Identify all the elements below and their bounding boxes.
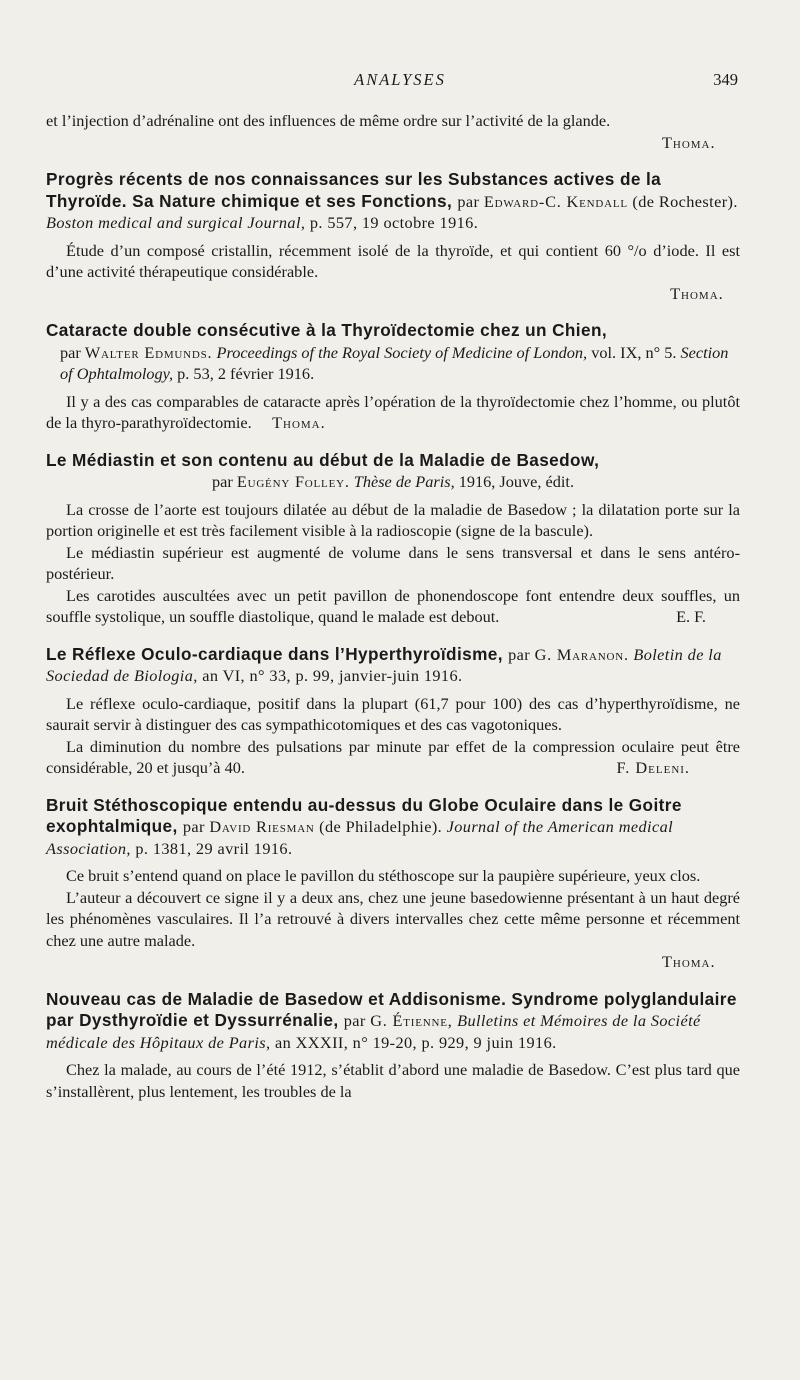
- entry-author: Edward-C. Kendall: [483, 191, 628, 211]
- entry-author: Eugény Folley.: [236, 472, 350, 491]
- entry-paragraph: Le médiastin supérieur est augmenté de volume dans le sens transversal et dans le sens antéro-postérieur.: [46, 542, 740, 583]
- running-title: ANALYSES: [354, 70, 446, 89]
- review-entry: [46, 320, 740, 434]
- entry-by: par: [211, 472, 233, 491]
- entry-affiliation: (de Philadelphie).: [319, 817, 443, 836]
- entry-author: G. Étienne,: [370, 1011, 453, 1030]
- entry-by: par: [508, 644, 531, 664]
- entry-details: 1916, Jouve, édit.: [458, 472, 575, 491]
- entry-paragraph: Ce bruit s’entend quand on place le pavillon du stéthoscope sur la paupière supérieure, yeux clos.: [66, 866, 701, 885]
- entry-by: par: [60, 342, 81, 362]
- intro-text: et l’injection d’adrénaline ont des influences de même ordre sur l’activité de la glande.: [46, 111, 611, 130]
- page-header: [0, 70, 800, 94]
- intro-signature: Thoma.: [661, 132, 716, 152]
- entry-journal: Boletin de la Sociedad de Biologia,: [46, 644, 722, 685]
- entry-title: Nouveau cas de Maladie de Basedow et Addisonisme. Syndrome polyglandulaire par Dysthyroïdie et Dyssurrénalie, par G. Étienne, Bulletins et Mémoires de la Société médicale des Hôpitaux de Paris, an XXXII, n° 19-20, p. 929, 9 juin 1916.: [46, 988, 737, 1052]
- entry-author: Walter Edmunds.: [84, 342, 213, 362]
- entry-paragraph: Les carotides auscultées avec un petit pavillon de phonendoscope font entendre deux souffles, un souffle systolique, un souffle diastolique, quand le malade est debout.: [46, 585, 740, 626]
- entry-paragraph: L’auteur a découvert ce signe il y a deux ans, chez une jeune basedowienne présentant à un haut degré les phénomènes vasculaires. Il l’a retrouvé à divers intervalles chez cette même personne et récemment chez une autre malade.: [46, 887, 740, 950]
- entry-by: par: [182, 817, 205, 836]
- entry-details: an XXXII, n° 19-20, p. 929, 9 juin 1916.: [274, 1032, 557, 1052]
- entry-journal: Thèse de Paris,: [353, 472, 455, 491]
- entry-paragraph: Chez la malade, au cours de l’été 1912, s’établit d’abord une maladie de Basedow. C’est plus tard que s’installèrent, plus lentement, les troubles de la: [46, 1060, 740, 1101]
- entry-title: Cataracte double consécutive à la Thyroïdectomie chez un Chien,: [46, 320, 608, 340]
- entry-reference: [46, 471, 740, 493]
- entry-reference: [46, 342, 740, 385]
- review-entry: [46, 169, 740, 304]
- entry-details: p. 557, 19 octobre 1916.: [309, 213, 479, 232]
- entry-title: Le Médiastin et son contenu au début de la Maladie de Basedow,: [46, 449, 600, 470]
- entry-journal: Bulletins et Mémoires de la Société médicale des Hôpitaux de Paris,: [46, 1011, 701, 1052]
- entry-paragraph: La crosse de l’aorte est toujours dilatée au début de la maladie de Basedow ; la dilatation porte sur la portion originelle et est très facilement visible à la radioscopie (signe de la bascule).: [46, 499, 740, 540]
- entry-title: Le Réflexe Oculo-cardiaque dans l’Hyperthyroïdisme, par G. Maranon. Boletin de la Sociedad de Biologia, an VI, n° 33, p. 99, janvier-juin 1916.: [46, 643, 722, 685]
- entry-journal-section: Section of Ophtalmology,: [60, 342, 729, 383]
- entry-signature: Thoma.: [661, 952, 716, 971]
- entry-title: Progrès récents de nos connaissances sur les Substances actives de la Thyroïde. Sa Nature chimique et ses Fonctions, par Edward-C. Kendall (de Rochester). Boston medical and surgical Journal, p. 557, 19 octobre 1916.: [46, 169, 738, 232]
- entry-journal: Boston medical and surgical Journal,: [46, 213, 306, 232]
- entry-affiliation: (de Rochester).: [632, 191, 738, 211]
- entry-paragraph: Étude d’un composé cristallin, récemment isolé de la thyroïde, et qui contient 60 °/o d’iode. Il est d’une activité thérapeutique considérable.: [46, 240, 740, 281]
- entry-title: Bruit Stéthoscopique entendu au-dessus du Globe Oculaire dans le Goitre exophtalmique, par David Riesman (de Philadelphie). Journal of the American medical Association, p. 1381, 29 avril 1916.: [46, 794, 682, 858]
- review-entry: [46, 644, 740, 779]
- page-content: [46, 110, 740, 1102]
- page-number: 349: [713, 70, 738, 89]
- entry-journal: Proceedings of the Royal Society of Medicine of London,: [216, 342, 588, 362]
- entry-signature: F. Deleni.: [616, 758, 690, 777]
- entry-by: par: [343, 1011, 366, 1030]
- review-entry: [46, 989, 740, 1103]
- entry-signature: Thoma.: [670, 283, 724, 303]
- entry-signature: E. F.: [676, 607, 706, 626]
- intro-paragraph: [46, 110, 740, 153]
- entry-signature: Thoma.: [272, 413, 326, 432]
- entry-paragraph: La diminution du nombre des pulsations par minute par effet de la compression oculaire peut être considérable, 20 et jusqu’à 40.: [46, 736, 740, 777]
- entry-details: p. 1381, 29 avril 1916.: [135, 838, 293, 858]
- entry-details: vol. IX, n° 5.: [591, 342, 677, 362]
- entry-paragraph: Le réflexe oculo-cardiaque, positif dans la plupart (61,7 pour 100) des cas d’hyperthyroïdisme, ne saurait servir à distinguer des cas sympathicotomiques et des cas vagotoniques.: [46, 693, 740, 734]
- entry-paragraph: Il y a des cas comparables de cataracte après l’opération de la thyroïdectomie chez l’homme, ou plutôt de la thyro-parathyroïdectomie.: [46, 391, 740, 432]
- entry-author: David Riesman: [209, 817, 315, 836]
- entry-author: G. Maranon.: [534, 644, 629, 664]
- review-entry: [46, 450, 740, 628]
- entry-by: par: [457, 191, 480, 211]
- entry-details: an VI, n° 33, p. 99, janvier-juin 1916.: [202, 666, 463, 685]
- entry-details-2: p. 53, 2 février 1916.: [177, 364, 315, 383]
- entry-journal: Journal of the American medical Association,: [46, 817, 674, 858]
- review-entry: [46, 795, 740, 973]
